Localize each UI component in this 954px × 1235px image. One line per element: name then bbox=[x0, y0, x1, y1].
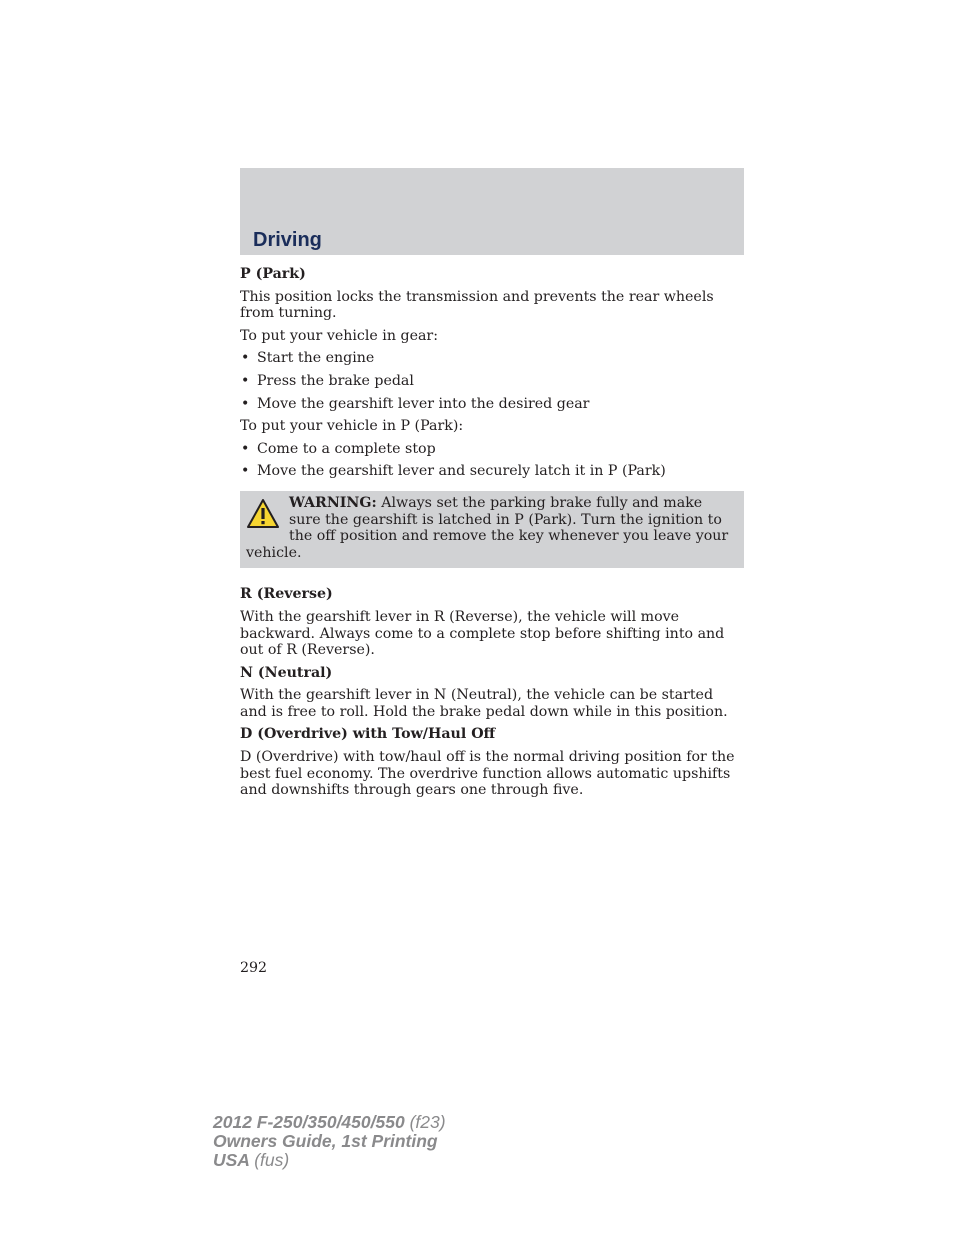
footer-line-region: USA (fus) bbox=[213, 1150, 290, 1170]
park-heading: P (Park) bbox=[240, 266, 306, 282]
section-title: Driving bbox=[253, 229, 322, 251]
list-item: • Start the engine bbox=[241, 350, 375, 367]
list-item: • Come to a complete stop bbox=[241, 440, 436, 457]
park-steps-list bbox=[240, 441, 744, 480]
section-header-band bbox=[240, 168, 744, 255]
neutral-heading: N (Neutral) bbox=[240, 664, 333, 681]
reverse-text: With the gearshift lever in R (Reverse), the vehicle will move backward. Always come to a complete stop before shifting into and out of R (Reverse). bbox=[240, 608, 725, 659]
warning-triangle-icon bbox=[246, 498, 280, 530]
footer-line-guide: Owners Guide, 1st Printing bbox=[213, 1131, 438, 1151]
warning-box bbox=[240, 491, 744, 568]
page-content bbox=[240, 266, 744, 805]
park-intro: This position locks the transmission and prevents the rear wheels from turning. bbox=[240, 288, 714, 322]
document-footer bbox=[213, 1113, 446, 1170]
overdrive-heading: D (Overdrive) with Tow/Haul Off bbox=[240, 726, 496, 743]
list-item: • Press the brake pedal bbox=[241, 372, 414, 389]
neutral-text: With the gearshift lever in N (Neutral), the vehicle can be started and is free to roll. Hold the brake pedal down while in this position. bbox=[240, 687, 728, 720]
bullet-icon: • bbox=[241, 350, 250, 367]
park-lead: To put your vehicle in P (Park): bbox=[240, 418, 464, 435]
bullet-icon: • bbox=[241, 372, 250, 389]
footer-line-model: 2012 F-250/350/450/550 (f23) bbox=[213, 1112, 446, 1132]
warning-text: Always set the parking brake fully and make sure the gearshift is latched in P (Park). Turn the ignition to the off position and remove the key whenever you leave your vehicle. bbox=[246, 494, 729, 561]
list-item: • Move the gearshift lever and securely latch it in P (Park) bbox=[241, 463, 666, 480]
bullet-icon: • bbox=[241, 395, 250, 412]
gear-lead: To put your vehicle in gear: bbox=[240, 327, 438, 344]
overdrive-text: D (Overdrive) with tow/haul off is the normal driving position for the best fuel economy. The overdrive function allows automatic upshifts and downshifts through gears one through five. bbox=[240, 749, 735, 799]
page-number: 292 bbox=[240, 960, 268, 976]
list-item: • Move the gearshift lever into the desired gear bbox=[241, 395, 590, 412]
gear-steps-list bbox=[240, 350, 744, 412]
bullet-icon: • bbox=[241, 463, 250, 480]
warning-label: WARNING: bbox=[289, 494, 377, 511]
reverse-heading: R (Reverse) bbox=[240, 586, 333, 603]
bullet-icon: • bbox=[241, 440, 250, 457]
